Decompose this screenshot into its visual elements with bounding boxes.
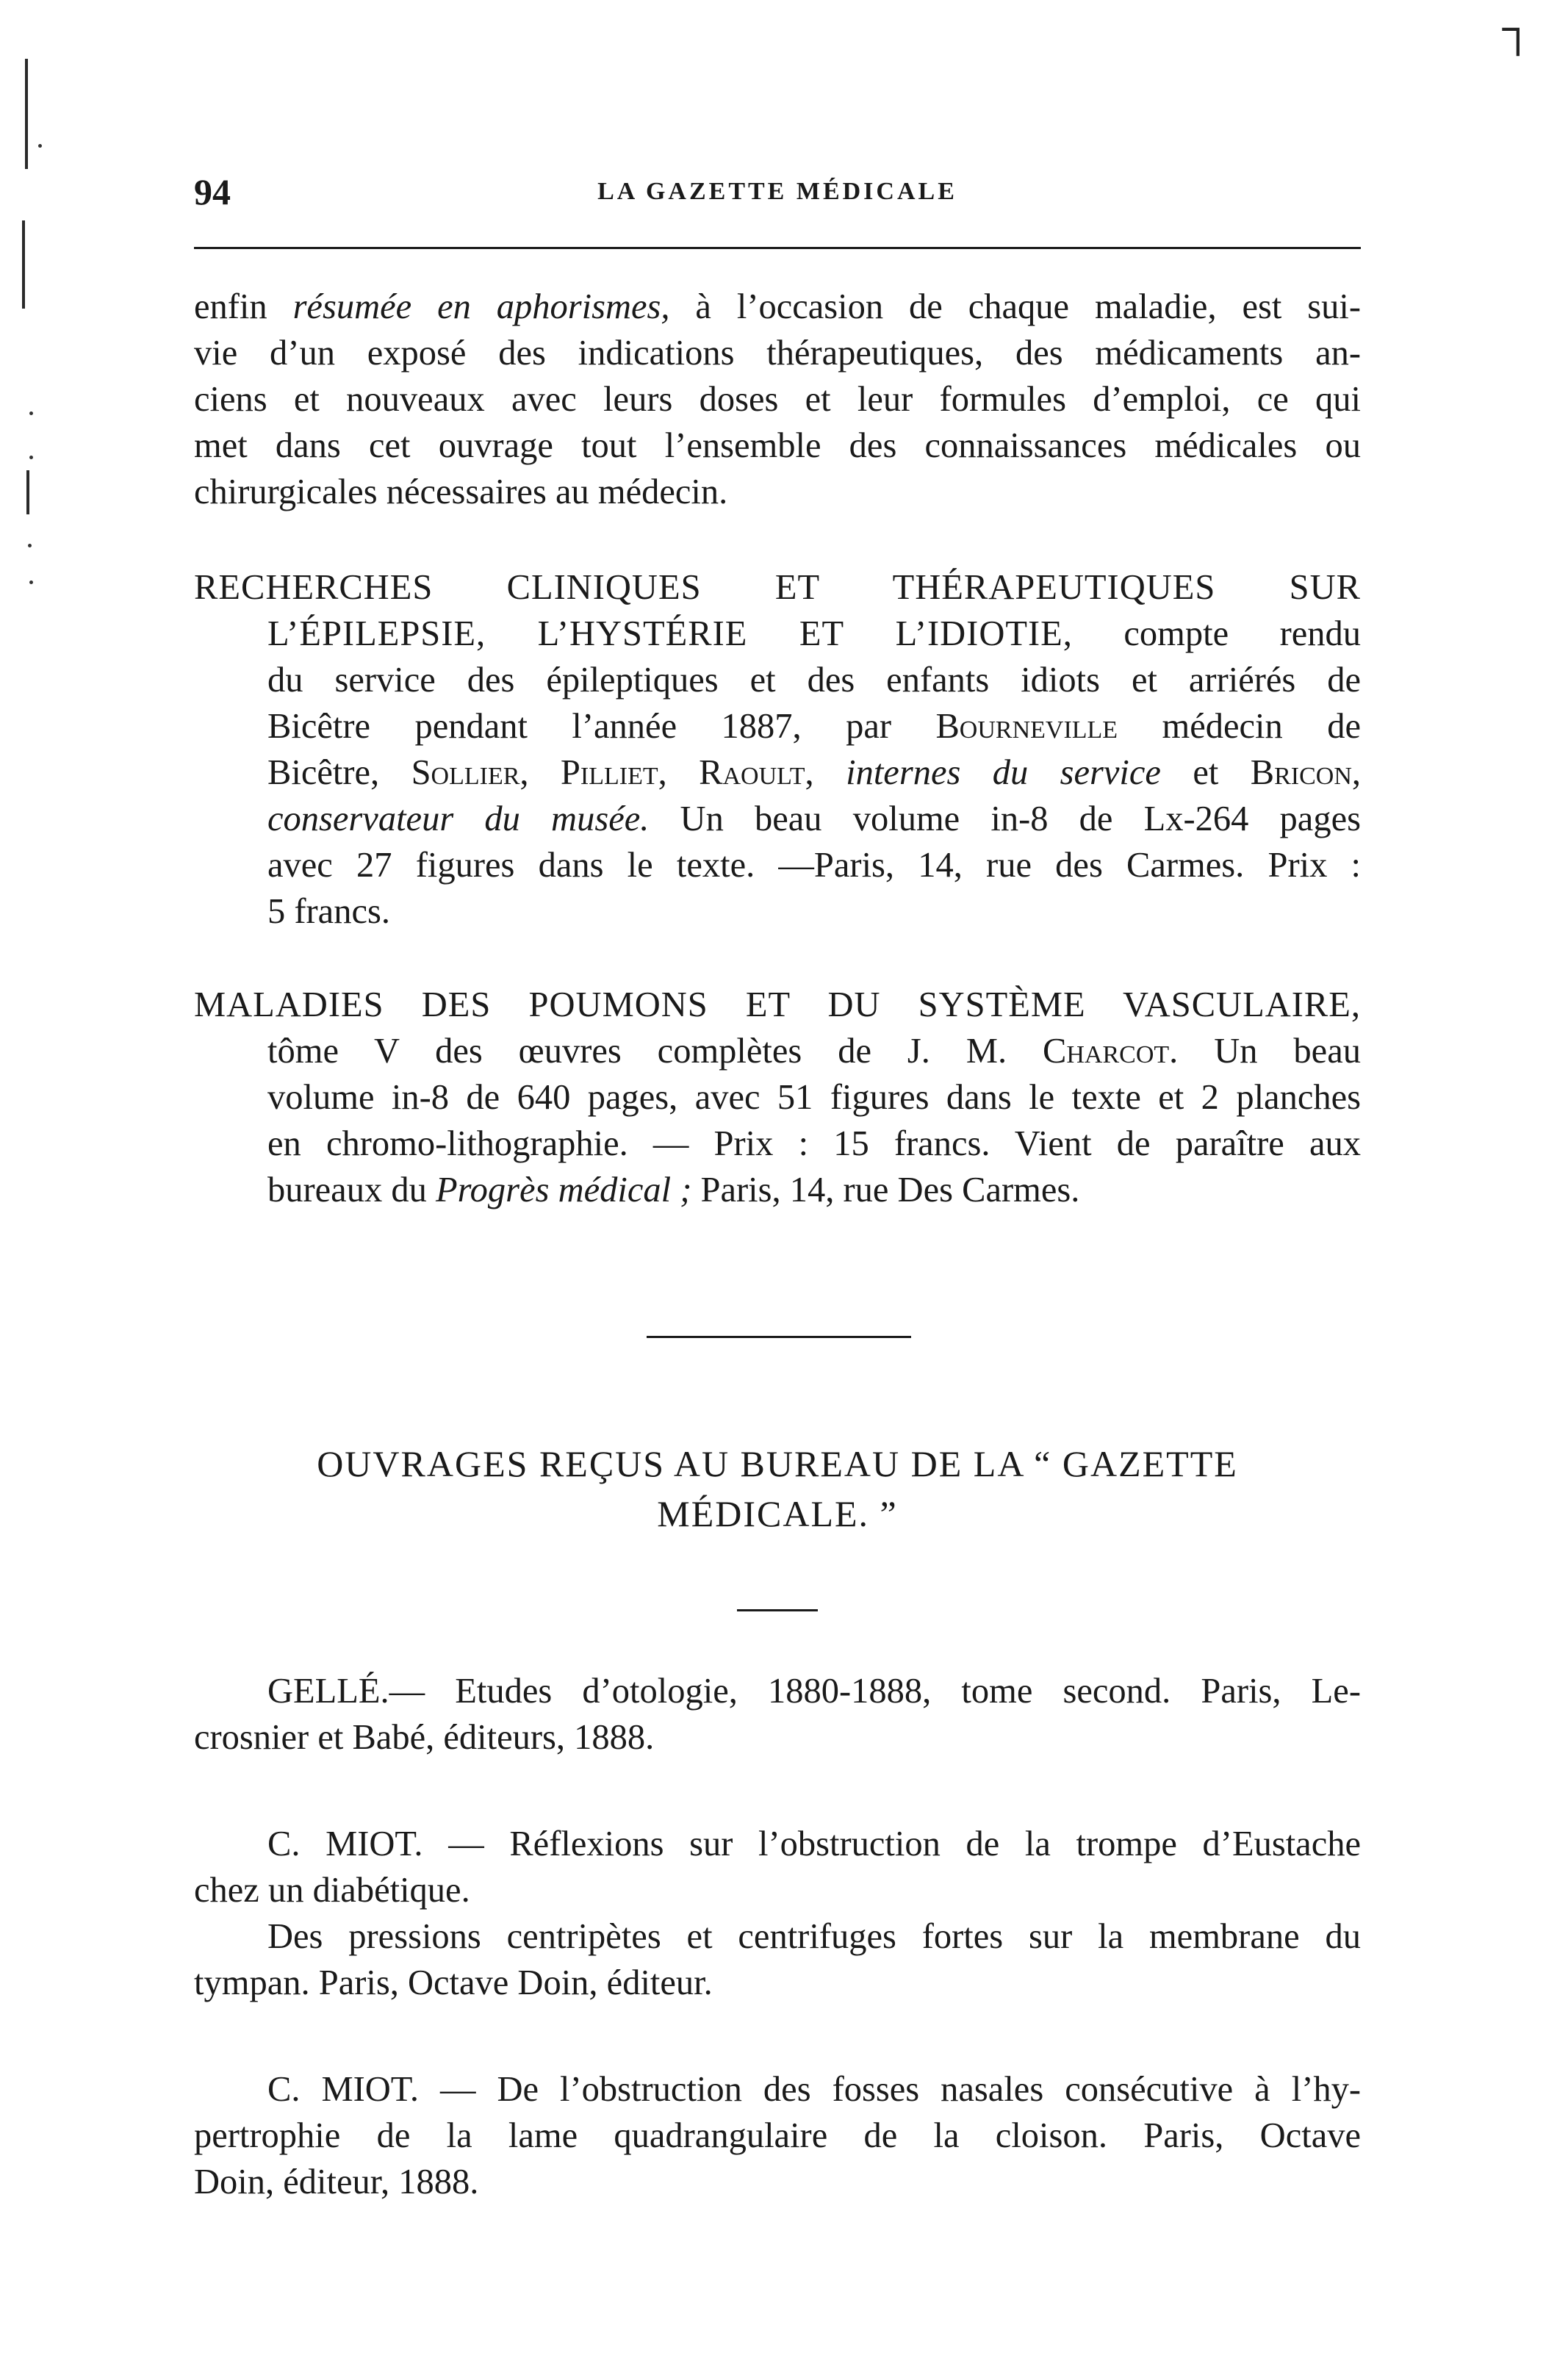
review-entry-recherches [194,564,1361,935]
text-line: conservateur du musée. Un beau volume in-8 de Lx-264 pages [267,799,1361,838]
text-line: L’ÉPILEPSIE, L’HYSTÉRIE ET L’IDIOTIE, compte rendu [267,614,1362,653]
text-line: bureaux du Progrès médical ; Paris, 14, rue Des Carmes. [267,1171,1080,1209]
section-heading [194,1439,1361,1539]
scan-speck [28,544,32,547]
text-line: 5 francs. [267,892,390,931]
scan-margin-line [26,470,29,514]
text-line: C. MIOT. — De l’obstruction des fosses nasales consécutive à l’hy- [267,2070,1361,2109]
scan-margin-line [25,59,28,169]
scan-speck [29,411,33,415]
text-line: chez un diabétique. [194,1871,470,1910]
text-line: C. MIOT. — Réflexions sur l’obstruction de la trompe d’Eustache [267,1824,1361,1863]
section-heading-line: MÉDICALE. ” [657,1493,898,1534]
text-line: enfin résumée en aphorismes, à l’occasion de chaque maladie, est sui- [194,287,1361,326]
scan-speck [29,456,33,459]
running-header [194,170,1361,222]
book-entry-miot-1 [194,1821,1361,2006]
running-title: LA GAZETTE MÉDICALE [597,178,957,205]
text-line: du service des épileptiques et des enfants idiots et arriérés de [267,661,1361,700]
heading-short-rule [737,1609,818,1611]
text-line: GELLÉ.— Etudes d’otologie, 1880-1888, tome second. Paris, Le- [267,1672,1361,1711]
text-line: tôme V des œuvres complètes de J. M. Charcot. Un beau [267,1032,1361,1071]
text-line: Bicêtre, Sollier, Pilliet, Raoult, internes du service et Bricon, [267,753,1362,792]
entry-title: RECHERCHES CLINIQUES ET THÉRAPEUTIQUES SUR [194,568,1361,607]
scan-speck [38,144,42,148]
review-entry-maladies [194,982,1361,1213]
section-divider [647,1336,911,1338]
text-line: en chromo-lithographie. — Prix : 15 francs. Vient de paraître aux [267,1124,1361,1163]
text-line: Bicêtre pendant l’année 1887, par Bourneville médecin de [267,707,1361,746]
text-line: volume in-8 de 640 pages, avec 51 figures dans le texte et 2 planches [267,1078,1361,1117]
text-line: ciens et nouveaux avec leurs doses et leur formules d’emploi, ce qui [194,380,1361,419]
text-line: tympan. Paris, Octave Doin, éditeur. [194,1963,713,2002]
book-entry-miot-2 [194,2066,1361,2205]
section-heading-line: OUVRAGES REÇUS AU BUREAU DE LA “ GAZETTE [317,1443,1238,1484]
text-line: pertrophie de la lame quadrangulaire de la cloison. Paris, Octave [194,2116,1361,2155]
header-rule [194,247,1361,249]
text-line: chirurgicales nécessaires au médecin. [194,472,728,511]
text-line: vie d’un exposé des indications thérapeutiques, des médicaments an- [194,334,1361,373]
entry-title: MALADIES DES POUMONS ET DU SYSTÈME VASCULAIRE, [194,985,1361,1024]
text-line: met dans cet ouvrage tout l’ensemble des connaissances médicales ou [194,426,1361,465]
corner-fold-mark: ┐ [1502,4,1533,52]
text-line: avec 27 figures dans le texte. —Paris, 14, rue des Carmes. Prix : [267,846,1361,885]
book-entry-gelle [194,1668,1361,1761]
scan-margin-line [22,220,25,309]
text-line: crosnier et Babé, éditeurs, 1888. [194,1718,655,1757]
scan-speck [29,580,33,584]
page-number: 94 [194,171,231,212]
text-line: Doin, éditeur, 1888. [194,2163,479,2201]
intro-paragraph [194,284,1361,515]
text-line: Des pressions centripètes et centrifuges fortes sur la membrane du [267,1917,1361,1956]
